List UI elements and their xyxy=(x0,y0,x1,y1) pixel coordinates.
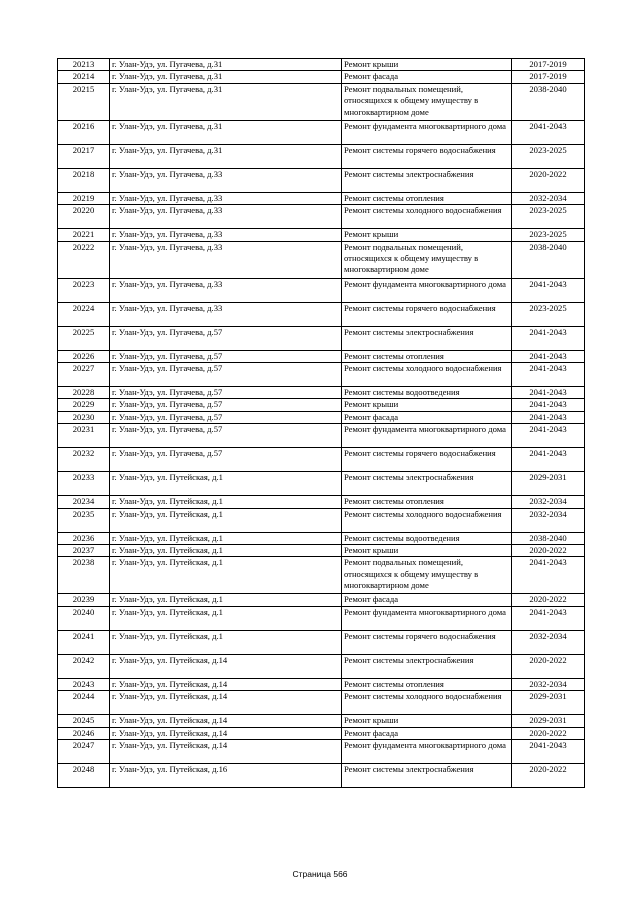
row-number: 20246 xyxy=(58,727,110,739)
period-cell: 2032-2034 xyxy=(512,496,585,508)
address-cell: г. Улан-Удэ, ул. Пугачева, д.31 xyxy=(110,144,342,168)
address-cell: г. Улан-Удэ, ул. Пугачева, д.33 xyxy=(110,168,342,192)
row-number: 20216 xyxy=(58,120,110,144)
work-type-cell: Ремонт системы водоотведения xyxy=(342,532,512,544)
row-number: 20225 xyxy=(58,326,110,350)
row-number: 20235 xyxy=(58,508,110,532)
table-row xyxy=(58,764,585,788)
period-cell: 2023-2025 xyxy=(512,229,585,241)
period-cell: 2020-2022 xyxy=(512,168,585,192)
row-number: 20219 xyxy=(58,192,110,204)
work-type-cell: Ремонт системы электроснабжения xyxy=(342,326,512,350)
table-row xyxy=(58,278,585,302)
table-row xyxy=(58,472,585,496)
table-row xyxy=(58,678,585,690)
work-type-cell: Ремонт системы электроснабжения xyxy=(342,472,512,496)
work-type-cell: Ремонт подвальных помещений, относящихся к общему имуществу в многоквартирном доме xyxy=(342,83,512,120)
row-number: 20222 xyxy=(58,241,110,278)
address-cell: г. Улан-Удэ, ул. Пугачева, д.33 xyxy=(110,241,342,278)
work-type-cell: Ремонт системы холодного водоснабжения xyxy=(342,691,512,715)
period-cell: 2020-2022 xyxy=(512,764,585,788)
address-cell: г. Улан-Удэ, ул. Путейская, д.1 xyxy=(110,508,342,532)
row-number: 20217 xyxy=(58,144,110,168)
row-number: 20245 xyxy=(58,715,110,727)
address-cell: г. Улан-Удэ, ул. Пугачева, д.33 xyxy=(110,278,342,302)
work-type-cell: Ремонт подвальных помещений, относящихся к общему имуществу в многоквартирном доме xyxy=(342,557,512,594)
period-cell: 2029-2031 xyxy=(512,691,585,715)
address-cell: г. Улан-Удэ, ул. Пугачева, д.57 xyxy=(110,448,342,472)
row-number: 20243 xyxy=(58,678,110,690)
row-number: 20242 xyxy=(58,654,110,678)
row-number: 20223 xyxy=(58,278,110,302)
row-number: 20229 xyxy=(58,399,110,411)
table-row xyxy=(58,532,585,544)
work-type-cell: Ремонт системы горячего водоснабжения xyxy=(342,630,512,654)
address-cell: г. Улан-Удэ, ул. Путейская, д.16 xyxy=(110,764,342,788)
address-cell: г. Улан-Удэ, ул. Путейская, д.14 xyxy=(110,678,342,690)
period-cell: 2017-2019 xyxy=(512,59,585,71)
work-type-cell: Ремонт системы холодного водоснабжения xyxy=(342,363,512,387)
address-cell: г. Улан-Удэ, ул. Пугачева, д.33 xyxy=(110,229,342,241)
work-type-cell: Ремонт системы горячего водоснабжения xyxy=(342,302,512,326)
table-row xyxy=(58,144,585,168)
work-type-cell: Ремонт системы отопления xyxy=(342,496,512,508)
work-type-cell: Ремонт фасада xyxy=(342,594,512,606)
address-cell: г. Улан-Удэ, ул. Пугачева, д.57 xyxy=(110,424,342,448)
table-row xyxy=(58,508,585,532)
row-number: 20213 xyxy=(58,59,110,71)
period-cell: 2023-2025 xyxy=(512,205,585,229)
period-cell: 2041-2043 xyxy=(512,424,585,448)
address-cell: г. Улан-Удэ, ул. Пугачева, д.57 xyxy=(110,411,342,423)
work-type-cell: Ремонт системы горячего водоснабжения xyxy=(342,448,512,472)
address-cell: г. Улан-Удэ, ул. Пугачева, д.33 xyxy=(110,302,342,326)
period-cell: 2038-2040 xyxy=(512,532,585,544)
work-type-cell: Ремонт системы отопления xyxy=(342,350,512,362)
table-row xyxy=(58,229,585,241)
period-cell: 2038-2040 xyxy=(512,83,585,120)
period-cell: 2041-2043 xyxy=(512,448,585,472)
work-type-cell: Ремонт крыши xyxy=(342,715,512,727)
table-row xyxy=(58,399,585,411)
table-row xyxy=(58,654,585,678)
period-cell: 2029-2031 xyxy=(512,715,585,727)
address-cell: г. Улан-Удэ, ул. Пугачева, д.31 xyxy=(110,83,342,120)
table-row xyxy=(58,727,585,739)
address-cell: г. Улан-Удэ, ул. Путейская, д.1 xyxy=(110,496,342,508)
address-cell: г. Улан-Удэ, ул. Путейская, д.14 xyxy=(110,691,342,715)
address-cell: г. Улан-Удэ, ул. Пугачева, д.57 xyxy=(110,350,342,362)
table-row xyxy=(58,387,585,399)
work-type-cell: Ремонт фундамента многоквартирного дома xyxy=(342,740,512,764)
address-cell: г. Улан-Удэ, ул. Пугачева, д.57 xyxy=(110,363,342,387)
row-number: 20238 xyxy=(58,557,110,594)
work-type-cell: Ремонт системы водоотведения xyxy=(342,387,512,399)
work-type-cell: Ремонт фундамента многоквартирного дома xyxy=(342,120,512,144)
row-number: 20215 xyxy=(58,83,110,120)
table-row xyxy=(58,448,585,472)
period-cell: 2032-2034 xyxy=(512,630,585,654)
work-type-cell: Ремонт системы электроснабжения xyxy=(342,654,512,678)
work-type-cell: Ремонт фасада xyxy=(342,727,512,739)
address-cell: г. Улан-Удэ, ул. Путейская, д.14 xyxy=(110,654,342,678)
address-cell: г. Улан-Удэ, ул. Пугачева, д.57 xyxy=(110,399,342,411)
work-type-cell: Ремонт фасада xyxy=(342,71,512,83)
row-number: 20241 xyxy=(58,630,110,654)
table-row xyxy=(58,120,585,144)
address-cell: г. Улан-Удэ, ул. Пугачева, д.33 xyxy=(110,205,342,229)
address-cell: г. Улан-Удэ, ул. Путейская, д.1 xyxy=(110,545,342,557)
table-row xyxy=(58,302,585,326)
table-row xyxy=(58,594,585,606)
work-type-cell: Ремонт системы отопления xyxy=(342,192,512,204)
period-cell: 2041-2043 xyxy=(512,278,585,302)
work-type-cell: Ремонт системы холодного водоснабжения xyxy=(342,508,512,532)
table-row xyxy=(58,59,585,71)
table-row xyxy=(58,363,585,387)
table-row xyxy=(58,71,585,83)
address-cell: г. Улан-Удэ, ул. Пугачева, д.31 xyxy=(110,71,342,83)
period-cell: 2038-2040 xyxy=(512,241,585,278)
repair-schedule-table xyxy=(57,58,585,788)
address-cell: г. Улан-Удэ, ул. Путейская, д.14 xyxy=(110,740,342,764)
row-number: 20227 xyxy=(58,363,110,387)
row-number: 20244 xyxy=(58,691,110,715)
table-row xyxy=(58,545,585,557)
row-number: 20247 xyxy=(58,740,110,764)
work-type-cell: Ремонт системы горячего водоснабжения xyxy=(342,144,512,168)
work-type-cell: Ремонт фасада xyxy=(342,411,512,423)
address-cell: г. Улан-Удэ, ул. Путейская, д.1 xyxy=(110,594,342,606)
period-cell: 2020-2022 xyxy=(512,654,585,678)
period-cell: 2032-2034 xyxy=(512,678,585,690)
row-number: 20230 xyxy=(58,411,110,423)
work-type-cell: Ремонт подвальных помещений, относящихся к общему имуществу в многоквартирном доме xyxy=(342,241,512,278)
address-cell: г. Улан-Удэ, ул. Пугачева, д.33 xyxy=(110,192,342,204)
work-type-cell: Ремонт крыши xyxy=(342,59,512,71)
table-row xyxy=(58,168,585,192)
period-cell: 2041-2043 xyxy=(512,120,585,144)
row-number: 20231 xyxy=(58,424,110,448)
period-cell: 2020-2022 xyxy=(512,727,585,739)
work-type-cell: Ремонт фундамента многоквартирного дома xyxy=(342,606,512,630)
period-cell: 2041-2043 xyxy=(512,350,585,362)
period-cell: 2041-2043 xyxy=(512,606,585,630)
period-cell: 2032-2034 xyxy=(512,508,585,532)
row-number: 20224 xyxy=(58,302,110,326)
table-row xyxy=(58,326,585,350)
table-row xyxy=(58,192,585,204)
address-cell: г. Улан-Удэ, ул. Путейская, д.1 xyxy=(110,606,342,630)
table-row xyxy=(58,496,585,508)
address-cell: г. Улан-Удэ, ул. Путейская, д.14 xyxy=(110,727,342,739)
address-cell: г. Улан-Удэ, ул. Пугачева, д.31 xyxy=(110,120,342,144)
work-type-cell: Ремонт фундамента многоквартирного дома xyxy=(342,278,512,302)
table-row xyxy=(58,606,585,630)
period-cell: 2023-2025 xyxy=(512,302,585,326)
address-cell: г. Улан-Удэ, ул. Путейская, д.1 xyxy=(110,472,342,496)
address-cell: г. Улан-Удэ, ул. Пугачева, д.57 xyxy=(110,387,342,399)
period-cell: 2020-2022 xyxy=(512,545,585,557)
row-number: 20218 xyxy=(58,168,110,192)
address-cell: г. Улан-Удэ, ул. Путейская, д.1 xyxy=(110,532,342,544)
work-type-cell: Ремонт системы холодного водоснабжения xyxy=(342,205,512,229)
row-number: 20234 xyxy=(58,496,110,508)
table-row xyxy=(58,630,585,654)
period-cell: 2017-2019 xyxy=(512,71,585,83)
work-type-cell: Ремонт фундамента многоквартирного дома xyxy=(342,424,512,448)
work-type-cell: Ремонт системы электроснабжения xyxy=(342,168,512,192)
table-row xyxy=(58,83,585,120)
period-cell: 2041-2043 xyxy=(512,411,585,423)
address-cell: г. Улан-Удэ, ул. Пугачева, д.57 xyxy=(110,326,342,350)
row-number: 20226 xyxy=(58,350,110,362)
address-cell: г. Улан-Удэ, ул. Путейская, д.14 xyxy=(110,715,342,727)
table-row xyxy=(58,740,585,764)
period-cell: 2023-2025 xyxy=(512,144,585,168)
row-number: 20240 xyxy=(58,606,110,630)
table-row xyxy=(58,691,585,715)
period-cell: 2041-2043 xyxy=(512,399,585,411)
table-row xyxy=(58,424,585,448)
address-cell: г. Улан-Удэ, ул. Путейская, д.1 xyxy=(110,630,342,654)
table-row xyxy=(58,241,585,278)
work-type-cell: Ремонт системы электроснабжения xyxy=(342,764,512,788)
period-cell: 2029-2031 xyxy=(512,472,585,496)
table-row xyxy=(58,557,585,594)
address-cell: г. Улан-Удэ, ул. Путейская, д.1 xyxy=(110,557,342,594)
row-number: 20239 xyxy=(58,594,110,606)
period-cell: 2041-2043 xyxy=(512,740,585,764)
page-footer xyxy=(0,869,640,879)
table-row xyxy=(58,715,585,727)
row-number: 20248 xyxy=(58,764,110,788)
row-number: 20214 xyxy=(58,71,110,83)
period-cell: 2041-2043 xyxy=(512,326,585,350)
period-cell: 2041-2043 xyxy=(512,387,585,399)
row-number: 20233 xyxy=(58,472,110,496)
period-cell: 2020-2022 xyxy=(512,594,585,606)
work-type-cell: Ремонт крыши xyxy=(342,399,512,411)
address-cell: г. Улан-Удэ, ул. Пугачева, д.31 xyxy=(110,59,342,71)
work-type-cell: Ремонт крыши xyxy=(342,229,512,241)
row-number: 20228 xyxy=(58,387,110,399)
work-type-cell: Ремонт системы отопления xyxy=(342,678,512,690)
row-number: 20232 xyxy=(58,448,110,472)
work-type-cell: Ремонт крыши xyxy=(342,545,512,557)
page-number: Страница 566 xyxy=(292,869,348,879)
period-cell: 2041-2043 xyxy=(512,557,585,594)
period-cell: 2041-2043 xyxy=(512,363,585,387)
row-number: 20220 xyxy=(58,205,110,229)
table-row xyxy=(58,411,585,423)
row-number: 20237 xyxy=(58,545,110,557)
table-body xyxy=(58,59,585,788)
row-number: 20236 xyxy=(58,532,110,544)
table-row xyxy=(58,205,585,229)
period-cell: 2032-2034 xyxy=(512,192,585,204)
row-number: 20221 xyxy=(58,229,110,241)
table-row xyxy=(58,350,585,362)
